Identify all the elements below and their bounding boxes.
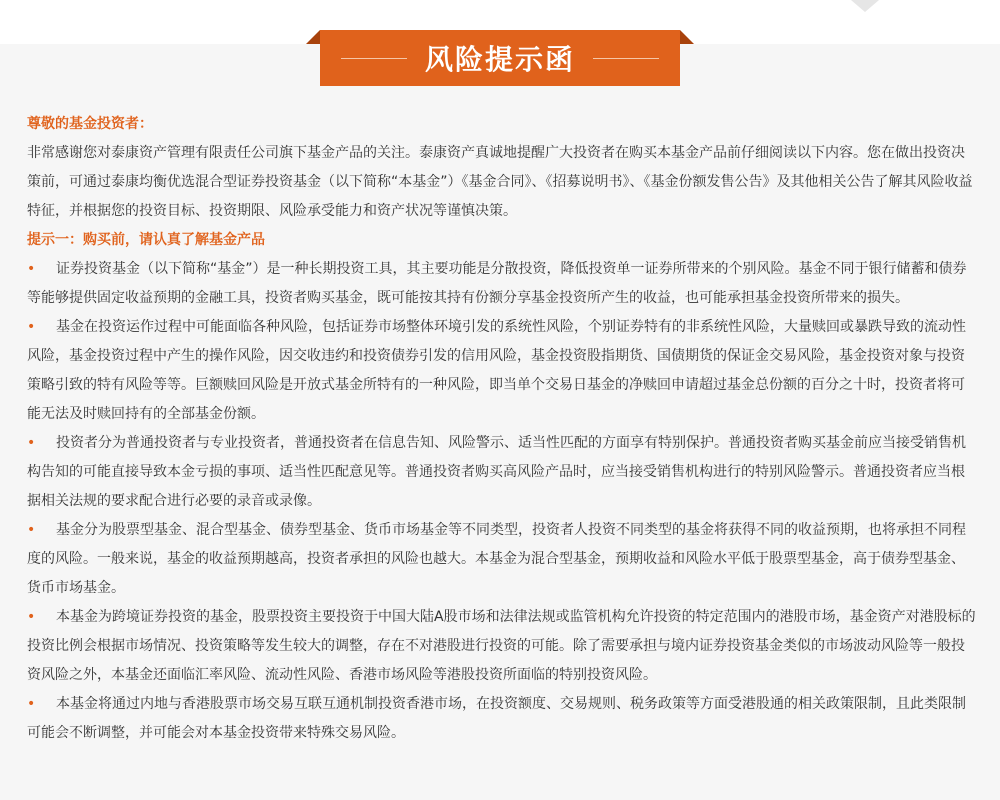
bullet-icon: •: [27, 435, 36, 451]
tip-heading: 提示一：购买前，请认真了解基金产品: [27, 232, 265, 248]
letter-content: [27, 110, 977, 748]
bullet-icon: •: [27, 319, 36, 335]
list-item-text: 基金分为股票型基金、混合型基金、债券型基金、货币市场基金等不同类型，投资者人投资不同类型的基金将获得不同的收益预期，也将承担不同程度的风险。一般来说，基金的收益预期越高，投资者承担的风险也越大。本基金为混合型基金，预期收益和风险水平低于股票型基金，高于债券型基金、货币市场基金。: [27, 522, 966, 596]
list-item: [27, 429, 977, 516]
list-item-text: 基金在投资运作过程中可能面临各种风险，包括证券市场整体环境引发的系统性风险，个别证券特有的非系统性风险，大量赎回或暴跌导致的流动性风险，基金投资过程中产生的操作风险，因交收违约和投资债券引发的信用风险，基金投资股指期货、国债期货的保证金交易风险，基金投资对象与投资策略引致的特有风险等等。巨额赎回风险是开放式基金所特有的一种风险，即当单个交易日基金的净赎回申请超过基金总份额的百分之十时，投资者将可能无法及时赎回持有的全部基金份额。: [27, 319, 966, 422]
intro-paragraph: 非常感谢您对泰康资产管理有限责任公司旗下基金产品的关注。泰康资产真诚地提醒广大投资者在购买本基金产品前仔细阅读以下内容。您在做出投资决策前，可通过泰康均衡优选混合型证券投资基金（以下简称“本基金”）《基金合同》、《招募说明书》、《基金份额发售公告》及其他相关公告了解其风险收益特征，并根据您的投资目标、投资期限、风险承受能力和资产状况等谨慎决策。: [27, 145, 973, 219]
banner-rule-left: [341, 58, 407, 59]
list-item: [27, 516, 977, 603]
list-item-text: 本基金为跨境证券投资的基金，股票投资主要投资于中国大陆A股市场和法律法规或监管机构允许投资的特定范围内的港股市场，基金资产对港股标的投资比例会根据市场情况、投资策略等发生较大的调整，存在不对港股进行投资的可能。除了需要承担与境内证券投资基金类似的市场波动风险等一般投资风险之外，本基金还面临汇率风险、流动性风险、香港市场风险等港股投资所面临的特别投资风险。: [27, 609, 976, 683]
top-notch-arrow: [851, 0, 879, 12]
bullet-icon: •: [27, 261, 36, 277]
list-item: [27, 255, 977, 313]
list-item: [27, 690, 977, 748]
list-item-text: 本基金将通过内地与香港股票市场交易互联互通机制投资香港市场，在投资额度、交易规则、税务政策等方面受港股通的相关政策限制，且此类限制可能会不断调整，并可能会对本基金投资带来特殊交易风险。: [27, 696, 966, 741]
banner-fold-left: [306, 30, 320, 44]
list-item-text: 投资者分为普通投资者与专业投资者，普通投资者在信息告知、风险警示、适当性匹配的方面享有特别保护。普通投资者购买基金前应当接受销售机构告知的可能直接导致本金亏损的事项、适当性匹配意见等。普通投资者购买高风险产品时，应当接受销售机构进行的特别风险警示。普通投资者应当根据相关法规的要求配合进行必要的录音或录像。: [27, 435, 966, 509]
title-banner: [306, 30, 694, 86]
banner-rule-right: [593, 58, 659, 59]
bullet-icon: •: [27, 696, 36, 712]
bullet-icon: •: [27, 522, 36, 538]
bullet-icon: •: [27, 609, 36, 625]
banner-fold-right: [680, 30, 694, 44]
page-title: 风险提示函: [424, 43, 575, 76]
banner-body: [320, 30, 680, 86]
list-item-text: 证券投资基金（以下简称“基金”）是一种长期投资工具，其主要功能是分散投资，降低投资单一证券所带来的个别风险。基金不同于银行储蓄和债券等能够提供固定收益预期的金融工具，投资者购买基金，既可能按其持有份额分享基金投资所产生的收益，也可能承担基金投资所带来的损失。: [27, 261, 967, 306]
greeting: 尊敬的基金投资者：: [27, 116, 153, 132]
list-item: [27, 603, 977, 690]
list-item: [27, 313, 977, 429]
